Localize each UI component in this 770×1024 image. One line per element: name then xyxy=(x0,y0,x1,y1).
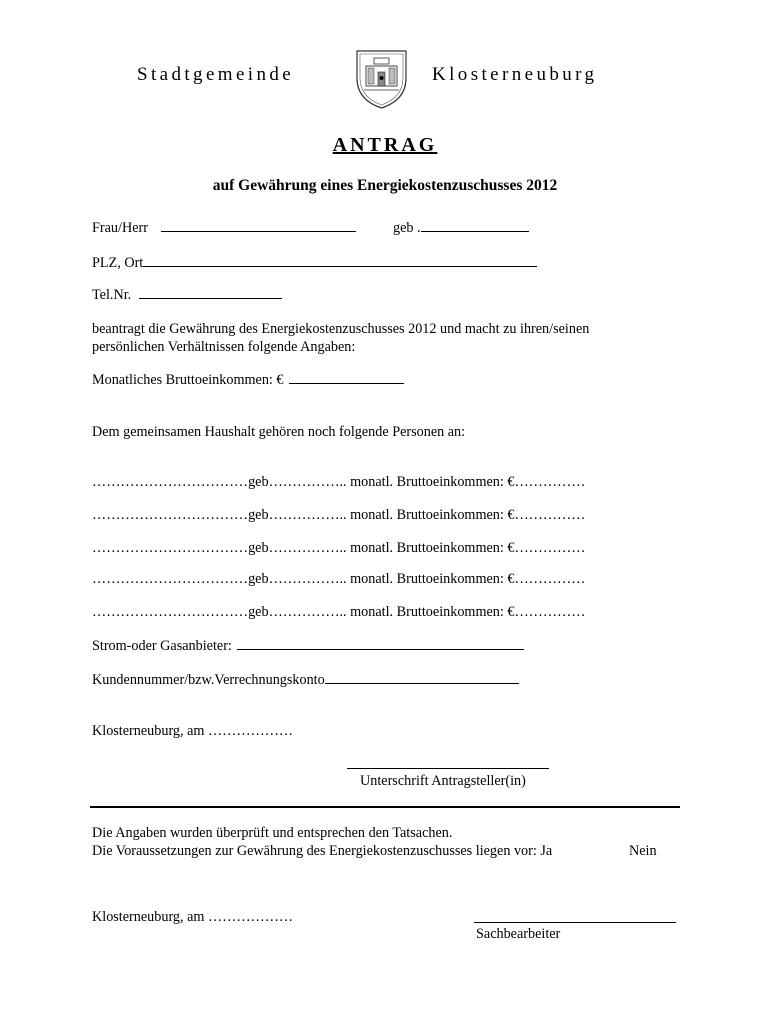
person-row[interactable] xyxy=(92,604,585,621)
person-income-dots: …………… xyxy=(514,474,586,490)
office-place-date-label: Klosterneuburg, am xyxy=(92,909,205,925)
city-label: PLZ, Ort xyxy=(92,255,144,271)
person-income-dots: …………… xyxy=(514,571,586,587)
signature-line[interactable] xyxy=(347,768,549,769)
customer-number-label: Kundennummer/bzw.Verrechnungskonto xyxy=(92,672,325,688)
person-income-dots: …………… xyxy=(514,604,586,620)
header-municipality-left: Stadtgemeinde xyxy=(137,64,295,85)
checked-text: Die Angaben wurden überprüft und entsprechen den Tatsachen. xyxy=(92,825,453,841)
customer-number-field[interactable] xyxy=(92,672,519,689)
form-subtitle: auf Gewährung eines Energiekostenzuschusses 2012 xyxy=(212,177,558,194)
name-label: Frau/Herr xyxy=(92,220,148,236)
town-crest-icon xyxy=(354,48,409,110)
phone-label: Tel.Nr. xyxy=(92,287,132,303)
place-date-label: Klosterneuburg, am xyxy=(92,723,205,739)
phone-line[interactable] xyxy=(139,288,282,299)
person-geb-dots: …………….. xyxy=(268,604,347,620)
birth-line[interactable] xyxy=(421,221,529,232)
person-row[interactable] xyxy=(92,540,585,557)
place-date-field[interactable] xyxy=(92,723,293,740)
person-row[interactable] xyxy=(92,507,585,524)
name-line[interactable] xyxy=(161,221,356,232)
person-row[interactable] xyxy=(92,474,585,491)
conditions-text: Die Voraussetzungen zur Gewährung des Energiekostenzuschusses liegen vor: Ja xyxy=(92,843,553,859)
office-place-date[interactable] xyxy=(92,909,293,926)
person-income-dots: …………… xyxy=(514,507,586,523)
city-line[interactable] xyxy=(143,256,537,267)
person-geb-dots: …………….. xyxy=(268,571,347,587)
person-geb-label: geb xyxy=(248,540,269,556)
clerk-label: Sachbearbeiter xyxy=(476,926,561,942)
form-title: ANTRAG xyxy=(332,134,438,156)
phone-field[interactable] xyxy=(92,287,282,304)
person-income-label: monatl. Bruttoeinkommen: € xyxy=(350,571,515,587)
person-geb-label: geb xyxy=(248,571,269,587)
provider-line[interactable] xyxy=(237,639,524,650)
customer-number-line[interactable] xyxy=(325,673,519,684)
person-income-label: monatl. Bruttoeinkommen: € xyxy=(350,474,515,490)
office-place-date-dots: ……………… xyxy=(207,909,294,925)
birth-field[interactable] xyxy=(393,220,529,237)
intro-line-2: persönlichen Verhältnissen folgende Angaben: xyxy=(92,339,356,355)
section-divider xyxy=(90,806,680,808)
intro-line-1: beantragt die Gewährung des Energiekostenzuschusses 2012 und macht zu ihren/seinen xyxy=(92,321,590,337)
person-geb-dots: …………….. xyxy=(268,474,347,490)
person-name-dots: …………………………… xyxy=(92,604,249,620)
person-row[interactable] xyxy=(92,571,585,588)
person-geb-label: geb xyxy=(248,474,269,490)
clerk-signature-line[interactable] xyxy=(474,922,676,923)
person-income-label: monatl. Bruttoeinkommen: € xyxy=(350,540,515,556)
income-field[interactable] xyxy=(92,372,404,389)
person-income-label: monatl. Bruttoeinkommen: € xyxy=(350,507,515,523)
header-municipality-right: Klosterneuburg xyxy=(432,64,598,85)
household-intro: Dem gemeinsamen Haushalt gehören noch folgende Personen an: xyxy=(92,424,466,440)
person-geb-dots: …………….. xyxy=(268,507,347,523)
signature-label: Unterschrift Antragsteller(in) xyxy=(360,773,526,789)
person-geb-label: geb xyxy=(248,507,269,523)
city-field[interactable] xyxy=(92,255,537,272)
person-name-dots: …………………………… xyxy=(92,571,249,587)
person-name-dots: …………………………… xyxy=(92,474,249,490)
no-option[interactable]: Nein xyxy=(629,843,657,859)
income-line[interactable] xyxy=(289,373,404,384)
person-geb-dots: …………….. xyxy=(268,540,347,556)
provider-field[interactable] xyxy=(92,638,524,655)
person-income-dots: …………… xyxy=(514,540,586,556)
person-name-dots: …………………………… xyxy=(92,507,249,523)
provider-label: Strom-oder Gasanbieter: xyxy=(92,638,232,654)
birth-label: geb . xyxy=(393,220,421,236)
person-name-dots: …………………………… xyxy=(92,540,249,556)
income-label: Monatliches Bruttoeinkommen: € xyxy=(92,372,284,388)
person-geb-label: geb xyxy=(248,604,269,620)
place-date-dots: ……………… xyxy=(207,723,294,739)
name-field[interactable] xyxy=(92,220,356,237)
person-income-label: monatl. Bruttoeinkommen: € xyxy=(350,604,515,620)
